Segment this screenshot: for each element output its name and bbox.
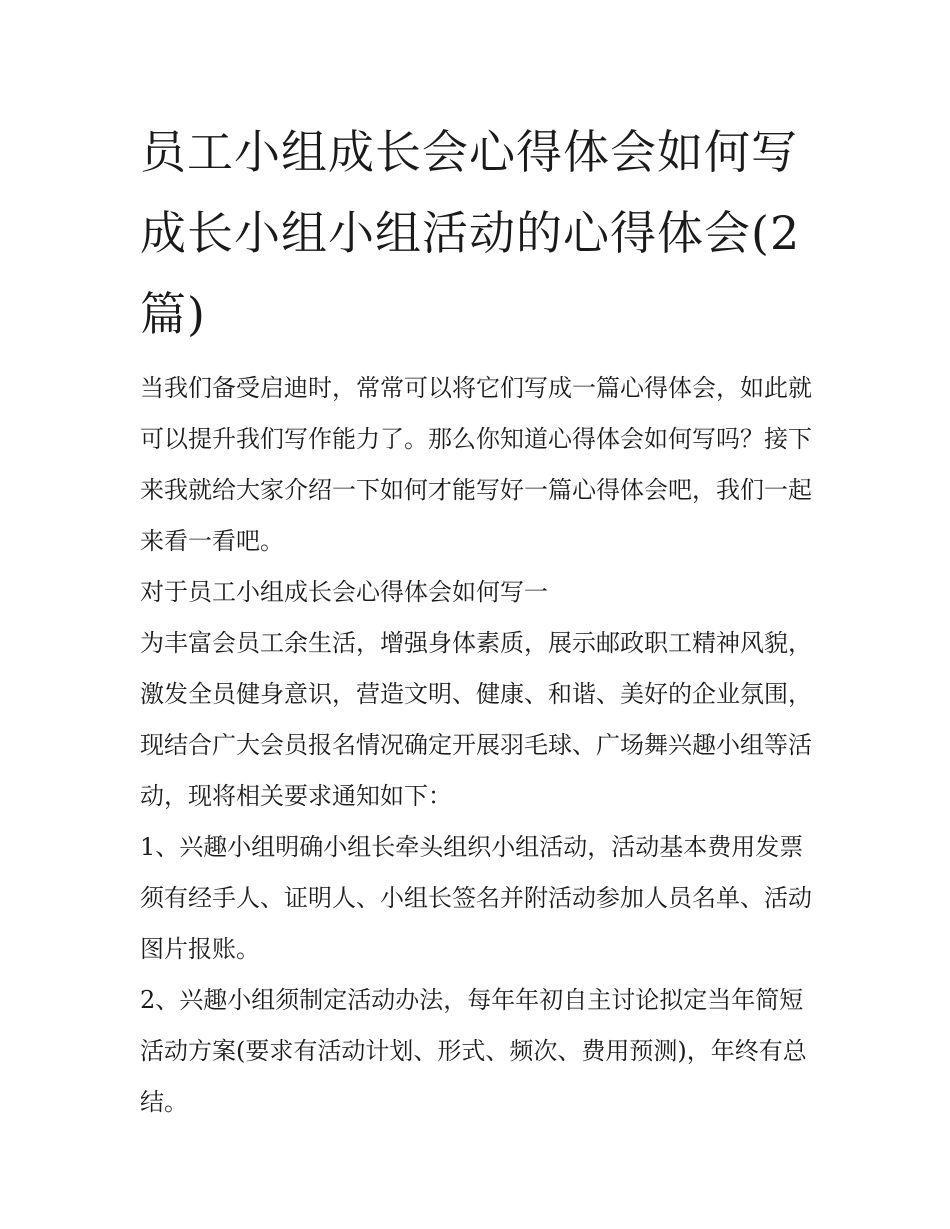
document-body (140, 112, 820, 1128)
document-title: 员工小组成长会心得体会如何写 成长小组小组活动的心得体会(2篇) (140, 125, 801, 341)
list-item-1: 1、兴趣小组明确小组长牵头组织小组活动，活动基本费用发票须有经手人、证明人、小组长签名并附活动参加人员名单、活动图片报账。 (140, 833, 812, 963)
list-item-2: 2、兴趣小组须制定活动办法，每年年初自主讨论拟定当年简短活动方案(要求有活动计划、形式、频次、费用预测)，年终有总结。 (140, 986, 807, 1116)
section-heading: 对于员工小组成长会心得体会如何写一 (140, 578, 548, 606)
body-paragraph: 为丰富会员工余生活，增强身体素质，展示邮政职工精神风貌，激发全员健身意识，营造文明、健康、和谐、美好的企业氛围，现结合广大会员报名情况确定开展羽毛球、广场舞兴趣小组等活动，现将相关要求通知如下： (140, 629, 812, 810)
intro-paragraph: 当我们备受启迪时，常常可以将它们写成一篇心得体会，如此就可以提升我们写作能力了。那么你知道心得体会如何写吗？接下来我就给大家介绍一下如何才能写好一篇心得体会吧，我们一起来看一看吧。 (140, 374, 812, 555)
